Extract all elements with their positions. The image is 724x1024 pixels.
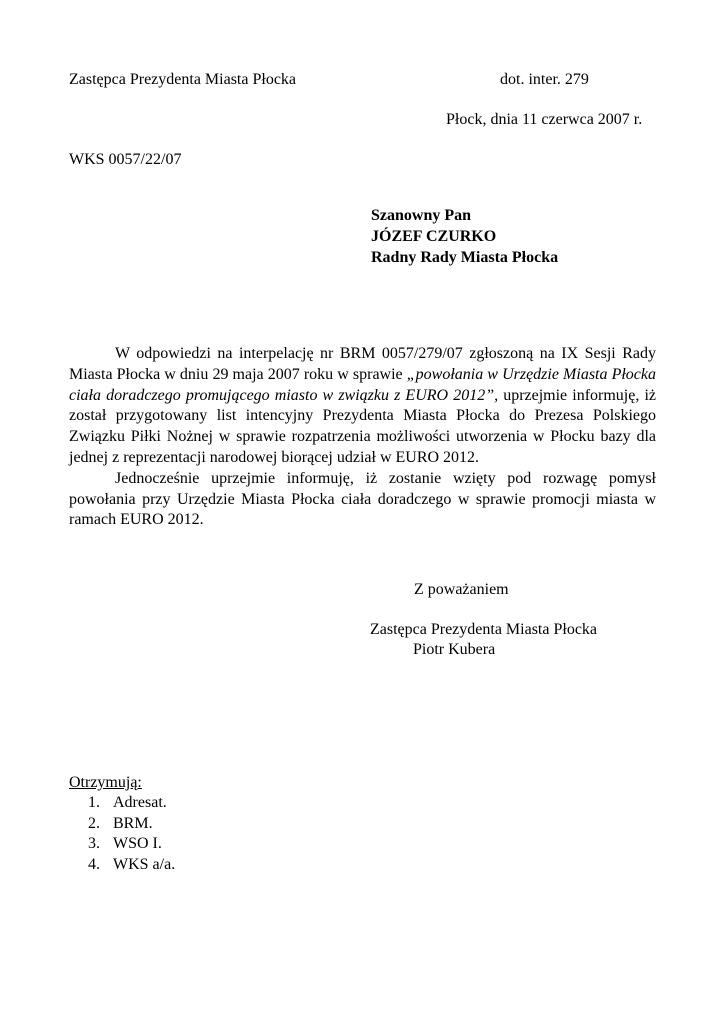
closing-greeting: Z poważaniem <box>414 581 509 598</box>
addressee-salutation: Szanowny Pan <box>371 207 472 224</box>
list-item-text: WSO I. <box>113 835 162 852</box>
list-item <box>88 814 175 835</box>
addressee-role: Radny Rady Miasta Płocka <box>371 249 559 266</box>
list-item-number: 3. <box>88 835 100 852</box>
addressee-name: JÓZEF CZURKO <box>371 228 497 245</box>
paragraph-1-rest: uprzejmie informuję, iż został przygotowany list intencyjny Prezydenta Miasta Płocka do Prezesa Polskiego Związku Piłki Nożnej w sprawie rozpatrzenia możliwości utworzenia w Płocku bazy dla jednej z reprezentacji narodowej biorącej udział w EURO 2012. <box>69 386 657 466</box>
list-item-text: Adresat. <box>113 794 167 811</box>
paragraph-1-intro: W odpowiedzi na interpelację nr BRM 0057/279/07 zgłoszoną na IX Sesji Rady Miasta Płocka w dniu 29 maja 2007 roku w sprawie <box>69 345 656 383</box>
signer-title: Zastępca Prezydenta Miasta Płocka <box>370 621 598 638</box>
list-item <box>88 793 175 814</box>
document-reference: dot. inter. 279 <box>500 71 589 88</box>
list-item-number: 2. <box>88 814 100 832</box>
recipients-title: Otrzymują: <box>69 774 142 791</box>
list-item <box>88 855 175 876</box>
list-item-number: 1. <box>88 794 100 811</box>
place-date: Płock, dnia 11 czerwca 2007 r. <box>446 111 643 128</box>
list-item-text: BRM. <box>113 814 153 832</box>
recipients-list <box>88 793 175 875</box>
case-number: WKS 0057/22/07 <box>69 151 182 168</box>
list-item-number: 4. <box>88 855 100 873</box>
sender-title: Zastępca Prezydenta Miasta Płocka <box>69 71 297 88</box>
paragraph-1-quote: „powołania w Urzędzie Miasta Płocka ciała doradczego promującego miasto w związku z EURO 2012”, <box>69 365 656 404</box>
body-paragraph-1 <box>69 344 656 469</box>
letter-body <box>69 344 656 531</box>
list-item <box>88 834 175 855</box>
body-paragraph-2: Jednocześnie uprzejmie informuję, iż zostanie wzięty pod rozwagę pomysł powołania przy Urzędzie Miasta Płocka ciała doradczego w sprawie promocji miasta w ramach EURO 2012. <box>69 469 656 529</box>
signer-name: Piotr Kubera <box>413 641 496 658</box>
list-item-text: WKS a/a. <box>113 855 176 873</box>
